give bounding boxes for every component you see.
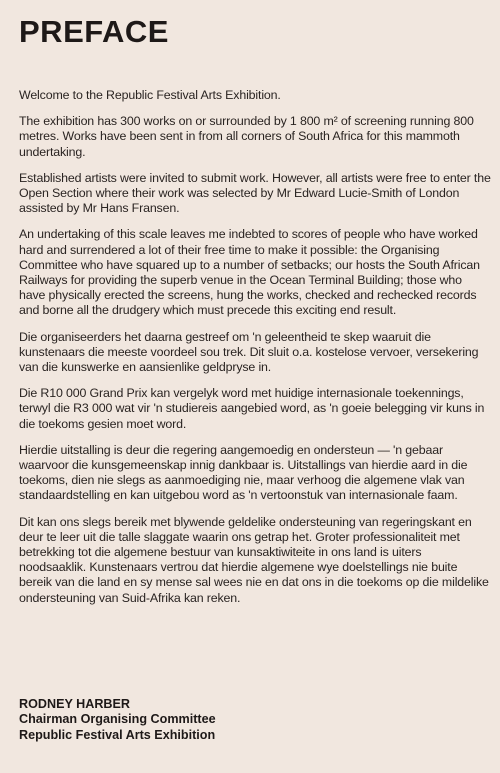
paragraph-support: Dit kan ons slegs bereik met blywende geldelike ondersteuning van regeringskant en deur te leer uit die talle slaggate waarin ons getrap het. Groter professionaliteit met betrekking tot die algemene bestuur van kunsaktiwiteite in ons land is uiters noodsaaklik. Kunstenaars vertrou dat hierdie algemene wye doelstellings nie buite bereik van die land en sy mense sal wees nie en dat ons in die toekoms op die mildelike ondersteuning van Suid-Afrika kan reken. xyxy=(19,514,489,605)
paragraph-thanks: An undertaking of this scale leaves me indebted to scores of people who have worked hard and surrendered a lot of their free time to make it possible: the Organising Committee who have squared up to a number of setbacks; our hosts the South African Railways for providing the superb venue in the Ocean Terminal Building; those who have physically erected the screens, hung the works, checked and rechecked records and borne all the drudgery which must precede this exciting end result. xyxy=(19,227,480,318)
preface-body xyxy=(19,88,491,617)
page-title: PREFACE xyxy=(19,14,169,49)
paragraph-grand-prix: Die R10 000 Grand Prix kan vergelyk word met huidige internasionale toekennings, terwyl die R3 000 wat vir 'n studiereis aangebied word, as 'n goeie belegging vir kuns in die toekoms gesien moet word. xyxy=(19,386,485,431)
paragraph-organisers: Die organiseerders het daarna gestreef om 'n geleentheid te skep waaruit die kunstenaars die meeste voordeel sou trek. Dit sluit o.a. kostelose vervoer, versekering van die kunswerke en aansienlike geldpryse in. xyxy=(19,329,479,375)
paragraph-welcome: Welcome to the Republic Festival Arts Exhibition. xyxy=(19,88,281,102)
signature-name: RODNEY HARBER xyxy=(19,697,131,711)
signature-organisation: Republic Festival Arts Exhibition xyxy=(19,727,216,742)
paragraph-artists: Established artists were invited to submit work. However, all artists were free to enter the Open Section where their work was selected by Mr Edward Lucie-Smith of London assisted by Mr Hans Fransen. xyxy=(19,170,491,216)
paragraph-exhibition-size: The exhibition has 300 works on or surrounded by 1 800 m² of screening running 800 metres. Works have been sent in from all corners of South Africa for this mammoth undertaking. xyxy=(19,114,474,159)
signature-position: Chairman Organising Committee xyxy=(19,712,216,727)
paragraph-government: Hierdie uitstalling is deur die regering aangemoedig en ondersteun — 'n gebaar waarvoor die kunsgemeenskap innig dankbaar is. Uitstallings van hierdie aard in die toekoms, dien nie slegs as aanmoediging nie, maar verhoog die algemene vlak van standaardstelling en kan uitgebou word as 'n vertoonstuk van internasionale faam. xyxy=(19,442,468,503)
signature-block xyxy=(19,697,216,743)
